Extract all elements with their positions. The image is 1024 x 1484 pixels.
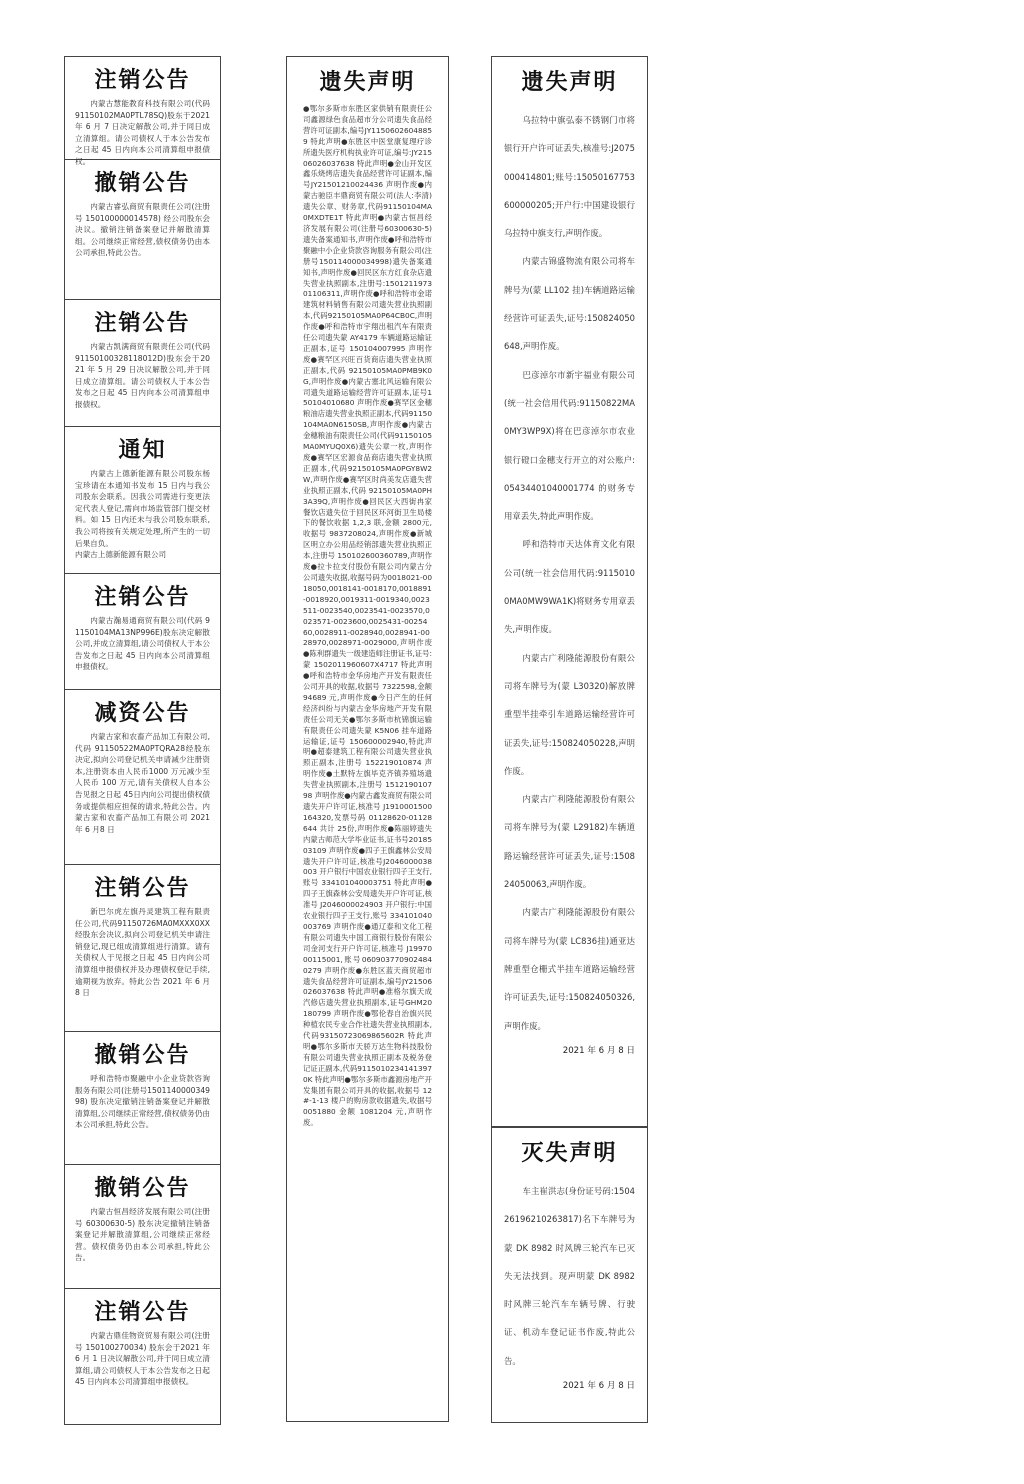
notice-card <box>64 1031 221 1164</box>
notice-card <box>64 426 221 573</box>
right-notices-column <box>491 56 648 1423</box>
notice-body: ●鄂尔多斯市东胜区家供销有限责任公司鑫源绿色食品超市分公司遗失食品经营许可证副本,编号JY11506026048859 特此声明●东胜区中医堂康复理疗诊所遗失医疗机构执业许可证,编号:JY21506026037638 特此声明●金山开发区鑫乐烧烤店遗失食品经营许可证副本,编号JY21501210024436 声明作废●内蒙古驰臣丰鼎商贸有限公司(法人:李清)遗失公章、财务章,代码91150104MA0MXDTE1T 特此声明●内蒙古恒昌经济发展有限公司(注册号60300630-5)遗失备案通知书,声明作废●呼和浩特市聚融中小企业贷款咨询服务有限公司(注册号150114000034998)遗失备案通知书,声明作废●回民区东方红食杂店遗失营业执照副本,注册号:150121197301106311,声明作废●呼和浩特市金诺建筑材料销售有限公司遗失营业执照副本,代码92150105MA0P64CB0C,声明作废●呼和浩特市宇翔出租汽车有限责任公司遗失蒙 AY4179 车辆道路运输证正副本,证号 150104007995 声明作废●赛罕区兴旺百货商店遗失营业执照正副本,代码 92150105MA0PMB9K0G,声明作废●内蒙古塞北风运输有限公司遗失道路运输经营许可证副本,证号150104010680 声明作废●赛罕区金穗粮油店遗失营业执照正副本,代码91150104MA0N6150SB,声明作废●内蒙古金穗粮油有限责任公司(代码91150105MA0MYUQ0X6)遗失公章一枚,声明作废●赛罕区宏源食品商店遗失营业执照正副本,代码92150105MA0PGY8W2W,声明作废●赛罕区时尚美发店遗失营业执照正副本,代码 92150105MA0PH3A39Q,声明作废●回民区大西街冉家餐饮店遗失位于回民区环河街卫生局楼下的餐饮收据 1,2,3 联,金额 2800元,收据号 9837208024,声明作废●新城区明立办公用品经销部遗失营业执照正本,注册号 150102600360789,声明作废●拉卡拉支付股份有限公司内蒙古分公司遗失收据,收据号码为0018021-0018050,0018141-0018170,0018891-0018920,0019311-0019340,0023511-0023540,0023541-0023570,0023571-0023600,0025431-0025460,0028911-0028940,0028941-0028970,0028971-0029000,声明作废●陈利群遗失一级建造师注册证书,证号:蒙 1502011960607X4717 特此声明●呼和浩特市金华房地产开发有限责任公司开具的收据,收据号 7322598,金额 94689 元,声明作废●今日产生的任何经济纠纷与内蒙古金华房地产开发有限责任公司无关●鄂尔多斯市杭锦旗运输有限责任公司遗失蒙 K5N06 挂车道路运输证,证号 150600002940,特此声明●超泰建筑工程有限公司遗失营业执照正副本,注册号 152219010874 声明作废●土默特左旗毕克齐镇养殖场遗失营业执照副本,注册号 151219010798 声明作废●内蒙古鑫发商贸有限公司遗失开户许可证,核准号 J1910001500164320,发票号码 01128620-01128644 共计 25份,声明作废●陈丽婷遗失内蒙古师范大学毕业证书,证书号2018503109 声明作废●四子王旗鑫林公安局遗失开户许可证,核准号J2046000038003 开户银行中国农业银行四子王支行,账号 334101040003751 特此声明●四子王旗森林公安局遗失开户许可证,核准号 J2046000024903 开户银行:中国农业银行四子王支行,账号 334101040003769 声明作废●通辽泰和文化工程有限公司遗失中国工商银行股份有限公司金河支行开户许可证,核准号 J1997000115001,账号0609037709024840279 声明作废●东胜区蓝天商贸超市遗失食品经营许可证副本,编号JY21506026037638 特此声明●准格尔旗天成汽修店遗失营业执照副本,证号GHM20180799 声明作废●鄂伦春自治旗兴民种植农民专业合作社遗失营业执照副本,代码93150723069865602R 特此声明●鄂尔多斯市天骄万达生物科技股份有限公司遗失营业执照正副本及税务登记证正副本,代码91150102341413970K 特此声明●鄂尔多斯市鑫源房地产开发集团有限公司开具的收据,收据号 12#-1-13 楼户的购房款收据遗失,收据号0051880 金额 1081204 元,声明作废。 <box>303 104 432 1128</box>
notice-title: 通知 <box>118 438 167 463</box>
notice-title: 灭失声明 <box>521 1141 618 1166</box>
notice-card <box>64 1288 221 1425</box>
notice-card <box>491 56 648 1127</box>
notice-paragraph: 内蒙古广利隆能源股份有限公司将车牌号为(蒙 LC836挂)通亚达牌重型仓栅式半挂车道路运输经营许可证丢失,证号:150824050326,声明作废。 <box>504 907 635 1031</box>
notice-card <box>64 56 221 166</box>
notice-paragraph: 内蒙古广利隆能源股份有限公司将车牌号为(蒙 L30320)解放牌重型半挂牵引车道路运输经营许可证丢失,证号:150824050228,声明作废。 <box>504 652 635 776</box>
notice-paragraph: 车主崔洪志(身份证号码:150426196210263817)名下车牌号为蒙 DK 8982 时风牌三轮汽车已灭失无法找到。现声明蒙 DK 8982 时风牌三轮汽车车辆号牌、行驶证、机动车登记证书作废,特此公告。 <box>504 1186 635 1366</box>
notice-title: 注销公告 <box>94 311 191 336</box>
notice-body: 内蒙古恒昌经济发展有限公司(注册号 60300630-5) 股东决定撤销注销备案登记并解散清算组,公司继续正常经营。债权债务仍由本公司承担,特此公告。 <box>75 1207 210 1263</box>
notice-body: 内蒙古鼎佳物资贸易有限公司(注册号 150100270034) 股东会于2021 年 6 月 1 日决议解散公司,并于同日成立清算组,请公司债权人于本公告发布之日起 45 日内向本公司清算组申报债权。 <box>75 1331 210 1387</box>
left-notices-column <box>64 56 221 1425</box>
notice-title: 撤销公告 <box>94 171 191 196</box>
notice-body: 内蒙古凯满商贸有限责任公司(代码 91150100328118012D)股东会于2021 年 5 月 29 日决议解散公司,并于同日成立清算组。请公司债权人于本公告发布之日起 45 日内向本公司清算组申报债权。 <box>75 342 210 409</box>
notice-paragraph: 内蒙古广利隆能源股份有限公司将车牌号为(蒙 L29182)车辆道路运输经营许可证丢失,证号:150824050063,声明作废。 <box>504 794 635 890</box>
notice-paragraph: 乌拉特中旗弘泰不锈钢门市将银行开户许可证丢失,核准号:J2075000414801;账号:15050167753600000205;开户行:中国建设银行乌拉特中旗支行,声明作废。 <box>504 115 635 239</box>
notice-body: 内蒙古家和农畜产品加工有限公司,代码 91150522MA0PTQRA28经股东决定,拟向公司登记机关申请减少注册资本,注册资本由人民币1000 万元减少至人民币 100 万元,请有关债权人自本公告见报之日起 45日内向公司提出债权债务或提供相应担保的请求,特此公告。内蒙古家和农畜产品加工有限公司 2021 年 6 月8 日 <box>75 732 210 834</box>
notice-title: 遗失声明 <box>319 70 416 95</box>
notice-card <box>64 1164 221 1288</box>
notice-body: 新巴尔虎左旗丹灵建筑工程有限责任公司,代码91150726MA0MXXX0XX 经股东会决议,拟向公司登记机关申请注销登记,现已组成清算组进行清算。请有关债权人于见报之日起 45 日内向公司清算组申报债权并及办理债权登记手续,逾期视为放弃。特此公告 2021 年 6 月8 日 <box>75 907 210 998</box>
notice-title: 注销公告 <box>94 585 191 610</box>
notice-body: 内蒙古慧能教育科技有限公司(代码 91150102MA0PTL78SQ)股东于2021 年 6 月 7 日决定解散公司,并于同日成立清算组。请公司债权人于本公告发布之日起 45 日内向本公司清算组申报债权。 <box>75 99 210 166</box>
notice-card <box>64 299 221 426</box>
notice-card <box>64 689 221 864</box>
notice-date: 2021 年 6 月 8 日 <box>562 1045 635 1056</box>
notice-body: 内蒙古上德新能源有限公司股东杨宝珍请在本通知书发布 15 日内与我公司股东会联系。因我公司需进行变更法定代表人登记,需向市场监管部门提交材料。如 15 日内还未与我公司股东联系,我公司将按有关规定处理,所产生的一切后果自负。 内蒙古上德新能源有限公司 <box>75 469 210 560</box>
notice-body: 内蒙古睿弘商贸有限责任公司(注册号 150100000014578) 经公司股东会决议。撤销注销备案登记并解散清算组。公司继续正常经营,债权债务仍由本公司承担,特此公告。 <box>75 202 210 258</box>
notice-title: 注销公告 <box>94 876 191 901</box>
notice-body: 呼和浩特市聚融中小企业贷款咨询服务有限公司(注册号150114000034998) 股东决定撤销注销备案登记并解散清算组,公司继续正常经营,债权债务仍由本公司承担,特此公告。 <box>75 1074 210 1130</box>
notice-paragraph: 呼和浩特市天达体育文化有限公司(统一社会信用代码:91150100MA0MW9WA1K)将财务专用章丢失,声明作废。 <box>504 539 635 635</box>
notice-paragraph: 内蒙古锦盛物流有限公司将车牌号为(蒙 LL102 挂)车辆道路运输经营许可证丢失,证号:150824050648,声明作废。 <box>504 256 635 352</box>
notice-title: 减资公告 <box>94 701 191 726</box>
notice-card <box>64 573 221 689</box>
notice-title: 撤销公告 <box>94 1043 191 1068</box>
notice-date: 2021 年 6 月 8 日 <box>562 1381 635 1392</box>
notice-card <box>64 864 221 1031</box>
notice-paragraph: 巴彦淖尔市新宇福业有限公司(统一社会信用代码:91150822MA0MY3WP9X)将在巴彦淖尔市农业银行磴口金穗支行开立的对公账户:05434401040001774 的财务专用章丢失,特此声明作废。 <box>504 369 635 522</box>
notice-body: 内蒙古瀚易通商贸有限公司(代码 91150104MA13NP996E)股东决定解散公司,并成立清算组,请公司债权人于本公告发布之日起 45 日内向本公司清算组申报债权。 <box>75 616 210 672</box>
notice-title: 注销公告 <box>94 1300 191 1325</box>
middle-notice <box>286 56 449 1422</box>
notice-title: 撤销公告 <box>94 1176 191 1201</box>
notice-title: 注销公告 <box>94 68 191 93</box>
notice-title: 遗失声明 <box>521 70 618 95</box>
notice-card <box>491 1127 648 1423</box>
notice-card <box>64 159 221 299</box>
